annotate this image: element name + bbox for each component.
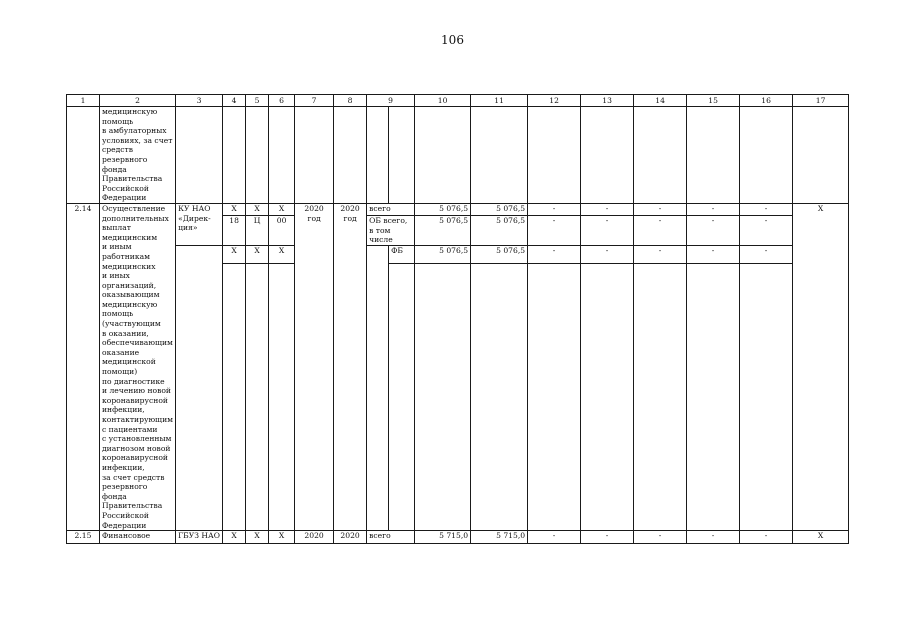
code-cell: Х: [269, 203, 295, 215]
description-cell: медицинскую помощь в амбулаторных условиях, за счет средств резервного фонда Правительства Российской Федерации: [100, 107, 176, 204]
dash-cell: -: [581, 215, 634, 245]
table-row-2-14-fb: [67, 245, 849, 263]
executor-cell: ГБУЗ НАО: [176, 531, 223, 544]
table-row-continuation: [67, 107, 849, 204]
source-ob: ОБ всего, в том числе: [367, 215, 415, 245]
col-header: 7: [295, 95, 334, 107]
dash-cell: -: [528, 203, 581, 215]
end-year: 2020: [334, 531, 367, 544]
source-total: всего: [367, 531, 415, 544]
code-cell: Х: [246, 245, 269, 263]
value-cell: 5 076,5: [415, 203, 471, 215]
description-cell: Финансовое: [100, 531, 176, 544]
code-cell: Х: [223, 531, 246, 544]
value-cell: 5 076,5: [415, 245, 471, 263]
code-cell: 18: [223, 215, 246, 245]
col17-cell: Х: [793, 531, 849, 544]
value-cell: 5 076,5: [471, 203, 528, 215]
col-header: 10: [415, 95, 471, 107]
row-number: 2.15: [67, 531, 100, 544]
code-cell: Х: [223, 245, 246, 263]
dash-cell: -: [740, 215, 793, 245]
dash-cell: -: [687, 245, 740, 263]
col-header: 11: [471, 95, 528, 107]
dash-cell: -: [634, 203, 687, 215]
executor-cell: КУ НАО «Дирек- ция»: [176, 203, 223, 245]
code-cell: Ц: [246, 215, 269, 245]
code-cell: Х: [246, 203, 269, 215]
col-header: 6: [269, 95, 295, 107]
source-fb: ФБ: [389, 245, 415, 263]
source-total: всего: [367, 203, 415, 215]
col-header: 3: [176, 95, 223, 107]
budget-table: [66, 94, 849, 544]
value-cell: 5 715,0: [415, 531, 471, 544]
start-year: 2020: [295, 531, 334, 544]
dash-cell: -: [581, 245, 634, 263]
code-cell: Х: [246, 531, 269, 544]
dash-cell: -: [687, 203, 740, 215]
col-header: 16: [740, 95, 793, 107]
dash-cell: -: [634, 531, 687, 544]
header-row: [67, 95, 849, 107]
end-year: 2020 год: [334, 203, 367, 530]
code-cell: Х: [269, 245, 295, 263]
col-header: 5: [246, 95, 269, 107]
dash-cell: -: [528, 245, 581, 263]
dash-cell: -: [634, 215, 687, 245]
dash-cell: -: [528, 215, 581, 245]
dash-cell: -: [687, 215, 740, 245]
dash-cell: -: [687, 531, 740, 544]
row-number: 2.14: [67, 203, 100, 530]
col-header: 4: [223, 95, 246, 107]
dash-cell: -: [528, 531, 581, 544]
value-cell: 5 076,5: [471, 215, 528, 245]
code-cell: Х: [223, 203, 246, 215]
dash-cell: -: [581, 203, 634, 215]
page-number: 106: [441, 33, 464, 47]
value-cell: 5 715,0: [471, 531, 528, 544]
code-cell: 00: [269, 215, 295, 245]
dash-cell: -: [740, 203, 793, 215]
dash-cell: -: [634, 245, 687, 263]
col-header: 17: [793, 95, 849, 107]
col-header: 8: [334, 95, 367, 107]
col17-cell: Х: [793, 203, 849, 530]
description-cell: Осуществление дополнительных выплат медицинским и иным работникам медицинских и иных организаций, оказывающим медицинскую помощь (участвующим в оказании, обеспечивающим оказание медицинской помощи) по диагностике и лечению новой коронавирусной инфекции, контактирующим с пациентами с установленным диагнозом новой коронавирусной инфекции, за счет средств резервного фонда Правительства Российской Федерации: [100, 203, 176, 530]
col-header: 13: [581, 95, 634, 107]
value-cell: 5 076,5: [471, 245, 528, 263]
table-row-2-15: [67, 531, 849, 544]
col-header: 2: [100, 95, 176, 107]
col-header: 9: [367, 95, 415, 107]
dash-cell: -: [581, 531, 634, 544]
dash-cell: -: [740, 531, 793, 544]
dash-cell: -: [740, 245, 793, 263]
col-header: 1: [67, 95, 100, 107]
value-cell: 5 076,5: [415, 215, 471, 245]
code-cell: Х: [269, 531, 295, 544]
table-row-2-14: [67, 203, 849, 215]
col-header: 15: [687, 95, 740, 107]
col-header: 14: [634, 95, 687, 107]
start-year: 2020 год: [295, 203, 334, 530]
col-header: 12: [528, 95, 581, 107]
